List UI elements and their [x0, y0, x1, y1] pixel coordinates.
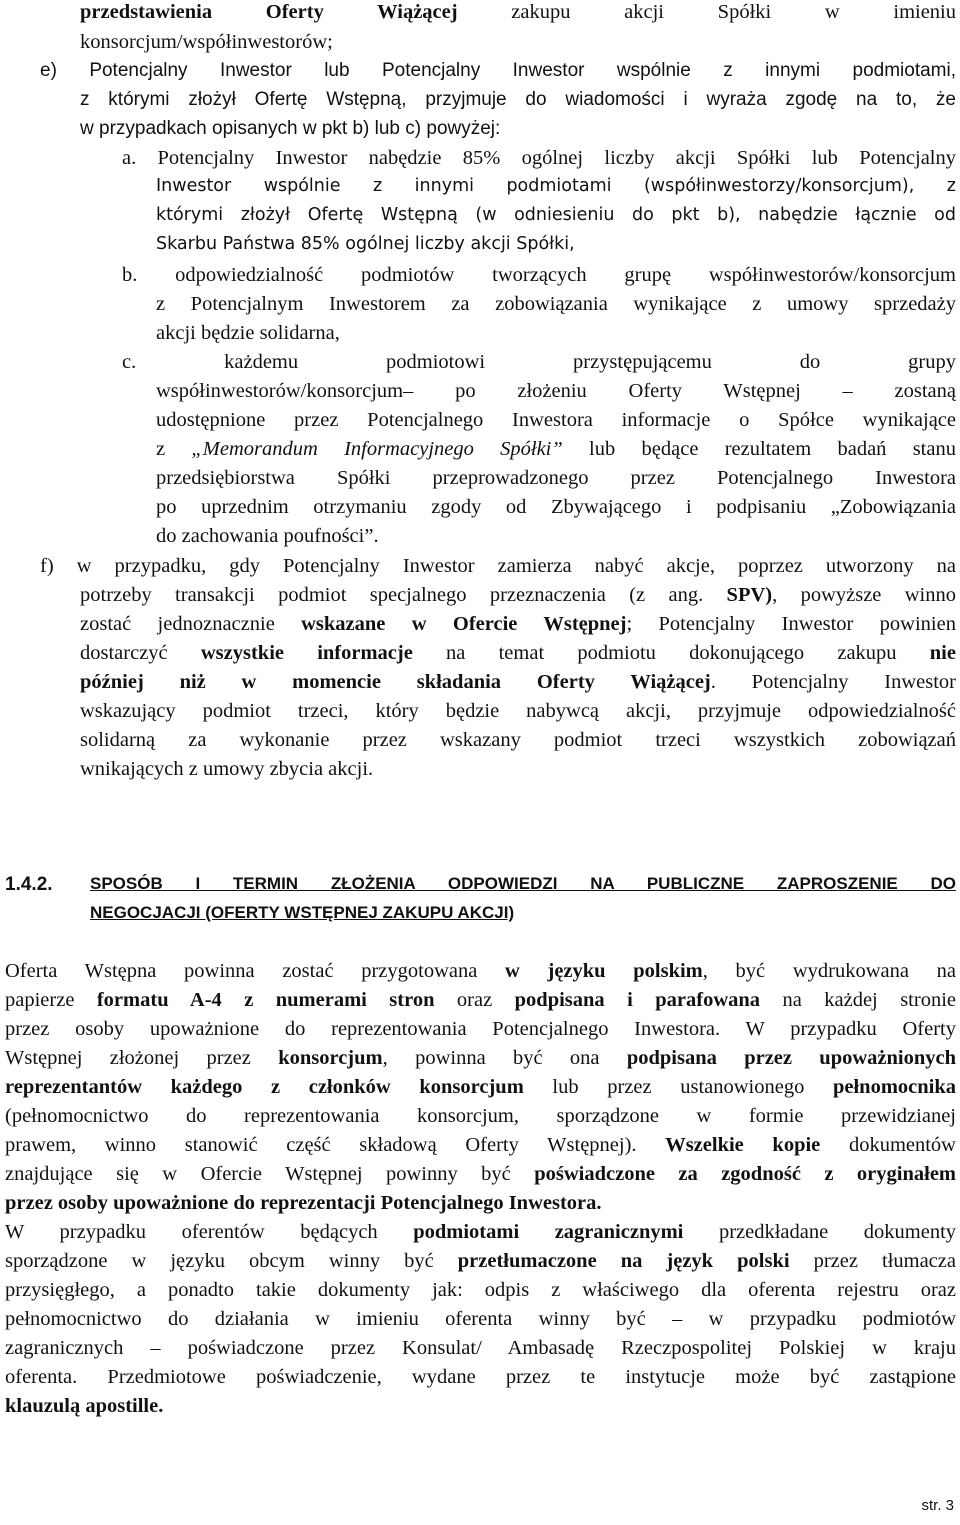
- text-line: zagranicznych – poświadczone przez Konsulat/ Ambasadę Rzeczpospolitej Polskiej w kraju: [5, 1337, 956, 1359]
- page-number: str. 3: [921, 1497, 954, 1514]
- text-line: oferenta. Przedmiotowe poświadczenie, wydane przez te instytucje może być zastąpione: [5, 1366, 956, 1388]
- text-line: reprezentantów każdego z członków konsorcjum lub przez ustanowionego pełnomocnika: [5, 1076, 956, 1098]
- text-line: z Potencjalnym Inwestorem za zobowiązania wynikające z umowy sprzedaży: [156, 293, 956, 315]
- text-line: z którymi złożył Ofertę Wstępną, przyjmuje do wiadomości i wyraża zgodę na to, że: [80, 89, 956, 110]
- text-line: z „Memorandum Informacyjnego Spółki” lub będące rezultatem badań stanu: [156, 438, 956, 460]
- text-line: Oferta Wstępna powinna zostać przygotowana w języku polskim, być wydrukowana na: [5, 960, 956, 982]
- text-line: po uprzednim otrzymaniu zgody od Zbywającego i podpisaniu „Zobowiązania: [156, 496, 956, 518]
- text-line: udostępnione przez Potencjalnego Inwestora informacje o Spółce wynikające: [156, 409, 956, 431]
- text-line: konsorcjum/współinwestorów;: [80, 31, 333, 53]
- text-line: wnikających z umowy zbycia akcji.: [80, 758, 374, 780]
- text-line: klauzulą apostille.: [5, 1395, 164, 1417]
- text-line: w przypadkach opisanych w pkt b) lub c) powyżej:: [80, 118, 501, 139]
- text-line: pełnomocnictwo do działania w imieniu oferenta winny być – w przypadku podmiotów: [5, 1308, 956, 1330]
- text-line: potrzeby transakcji podmiot specjalnego przeznaczenia (z ang. SPV), powyższe winno: [80, 584, 956, 606]
- text-line: c. każdemu podmiotowi przystępującemu do grupy: [122, 351, 956, 373]
- text-line: sporządzone w języku obcym winny być przetłumaczone na język polski przez tłumacza: [5, 1250, 956, 1272]
- text-line: solidarną za wykonanie przez wskazany podmiot trzeci wszystkich zobowiązań: [80, 729, 956, 751]
- text-line: W przypadku oferentów będących podmiotami zagranicznymi przedkładane dokumenty: [5, 1221, 957, 1243]
- text-line: wskazujący podmiot trzeci, który będzie nabywcą akcji, przyjmuje odpowiedzialność: [80, 700, 956, 722]
- text-line: papierze formatu A-4 z numerami stron oraz podpisana i parafowana na każdej stronie: [5, 989, 956, 1011]
- text-line: którymi złożył Ofertę Wstępną (w odniesieniu do pkt b), nabędzie łącznie od: [156, 205, 956, 225]
- text-line: Inwestor wspólnie z innymi podmiotami (współinwestorzy/konsorcjum), z: [156, 176, 956, 196]
- section-number: 1.4.2.: [5, 874, 53, 895]
- text-line: a. Potencjalny Inwestor nabędzie 85% ogólnej liczby akcji Spółki lub Potencjalny: [122, 147, 956, 169]
- text-line: zostać jednoznacznie wskazane w Ofercie Wstępnej; Potencjalny Inwestor powinien: [80, 613, 956, 635]
- text-line: prawem, winno stanowić część składową Oferty Wstępnej). Wszelkie kopie dokumentów: [5, 1134, 956, 1156]
- text-line: f) w przypadku, gdy Potencjalny Inwestor zamierza nabyć akcje, poprzez utworzony na: [40, 555, 956, 577]
- text-line: współinwestorów/konsorcjum– po złożeniu Oferty Wstępnej – zostaną: [156, 380, 956, 402]
- text-line: Wstępnej złożonej przez konsorcjum, powinna być ona podpisana przez upoważnionych: [5, 1047, 957, 1069]
- section-title-continued: NEGOCJACJI (OFERTY WSTĘPNEJ ZAKUPU AKCJI): [90, 903, 515, 922]
- text-line: przedsiębiorstwa Spółki przeprowadzonego przez Potencjalnego Inwestora: [156, 467, 956, 489]
- text-line: Skarbu Państwa 85% ogólnej liczby akcji Spółki,: [156, 234, 575, 254]
- text-line: przez osoby upoważnione do reprezentowania Potencjalnego Inwestora. W przypadku Oferty: [5, 1018, 956, 1040]
- text-line: (pełnomocnictwo do reprezentowania konsorcjum, sporządzone w formie przewidzianej: [5, 1105, 956, 1127]
- section-title: SPOSÓB I TERMIN ZŁOŻENIA ODPOWIEDZI NA PUBLICZNE ZAPROSZENIE DO: [90, 874, 956, 893]
- text-line: akcji będzie solidarna,: [156, 322, 340, 344]
- text-line: przysięgłego, a ponadto takie dokumenty jak: odpis z właściwego dla oferenta rejestru oraz: [5, 1279, 956, 1301]
- text-line: e) Potencjalny Inwestor lub Potencjalny Inwestor wspólnie z innymi podmiotami,: [40, 60, 956, 81]
- text-line: dostarczyć wszystkie informacje na temat podmiotu dokonującego zakupu nie: [80, 642, 956, 664]
- text-line: znajdujące się w Ofercie Wstępnej powinny być poświadczone za zgodność z oryginałem: [5, 1163, 956, 1185]
- text-line: b. odpowiedzialność podmiotów tworzących grupę współinwestorów/konsorcjum: [122, 264, 956, 286]
- text-line: do zachowania poufności”.: [156, 525, 379, 547]
- text-line: przez osoby upoważnione do reprezentacji Potencjalnego Inwestora.: [5, 1192, 602, 1214]
- text-line: później niż w momencie składania Oferty Wiążącej. Potencjalny Inwestor: [80, 671, 956, 693]
- text-line: przedstawienia Oferty Wiążącej zakupu akcji Spółki w imieniu: [80, 1, 957, 23]
